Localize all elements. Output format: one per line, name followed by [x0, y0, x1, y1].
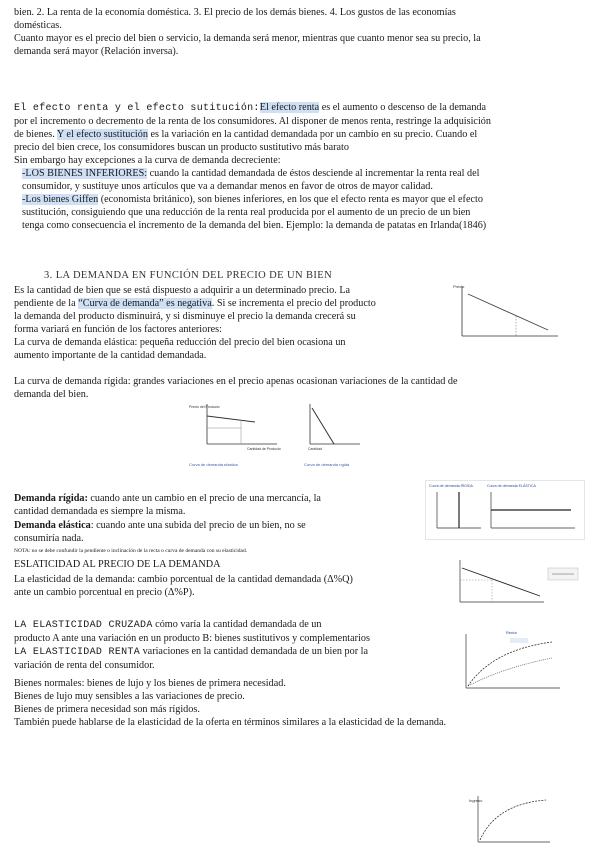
term-cross-elasticity: LA ELASTICIDAD CRUZADA: [14, 620, 153, 631]
text-line: -Los bienes Giffen (economista británico), son bienes inferiores, en los que el efecto renta es mayor que el efecto: [22, 194, 483, 205]
paragraph-elastic-demand: [14, 519, 406, 545]
text-line: ante un cambio porcentual en precio (Δ%P).: [14, 587, 195, 598]
text-line: El efecto renta y el efecto sutitución:El efecto renta es el aumento o descenso de la demanda: [14, 102, 487, 114]
section-heading: 3. LA DEMANDA EN FUNCIÓN DEL PRECIO DE UN BIEN: [44, 270, 333, 281]
text-line: LA ELASTICIDAD CRUZADA cómo varía la cantidad demandada de un: [14, 619, 322, 631]
text-line: tenga como consecuencia el incremento de la demanda del bien. Ejemplo: la demanda de patatas en Irlanda(1846): [22, 220, 487, 231]
elastic-curve-figure: [185, 398, 285, 470]
figure-title: Renta: [506, 630, 517, 635]
rigid-curve-figure: [298, 398, 368, 470]
text-line: forma variará en función de los factores anteriores:: [14, 324, 222, 335]
text-line: demanda será mayor (Relación inversa).: [14, 46, 179, 57]
demand-line: [468, 294, 548, 330]
term-elastic-demand: Demanda elástica: [14, 520, 91, 531]
text-line: cantidad demandada es siempre la misma.: [14, 506, 186, 517]
text-line: LA ELASTICIDAD RENTA variaciones en la cantidad demandada de un bien por la: [14, 646, 369, 658]
footnote: NOTA: no se debe confundir la pendiente o inclinación de la recta o curva de demanda con su elasticidad.: [14, 548, 248, 554]
axis-label: Cantidad de Producto: [247, 447, 281, 451]
text-line: domésticas.: [14, 20, 62, 31]
engel-curve-figure: [452, 628, 564, 694]
paragraph-rigid-demand: [14, 492, 406, 518]
text-line: Bienes normales: bienes de lujo y los bienes de primera necesidad.: [14, 678, 286, 689]
section-heading: ESLATICIDAD AL PRECIO DE LA DEMANDA: [14, 559, 221, 570]
paragraph-demand-curve: [14, 284, 442, 362]
text-line: bien. 2. La renta de la economía doméstica. 3. El precio de los demás bienes. 4. Los gustos de las economías: [14, 7, 456, 18]
figure-caption: Curva de demanda rígida: [304, 462, 350, 467]
figure-title: Curva de demanda RÍGIDA: [429, 484, 473, 488]
figure-caption: Curva de demanda elástica: [189, 462, 238, 467]
figure-title: Curva de demanda ELÁSTICA: [487, 484, 536, 488]
text-line: La elasticidad de la demanda: cambio porcentual de la cantidad demandada (Δ%Q): [14, 574, 353, 585]
term-income-effect: El efecto renta y el efecto sutitución:: [14, 103, 260, 114]
paragraph-income-effect: [14, 101, 588, 232]
text-line: Bienes de lujo muy sensibles a las variaciones de precio.: [14, 691, 245, 702]
axis-label: Precio: [453, 284, 465, 289]
paragraph-determinants: [14, 6, 586, 32]
text-line: También puede hablarse de la elasticidad de la oferta en términos similares a la elasticidad de la demanda.: [14, 717, 447, 728]
demand-line: [312, 408, 334, 444]
necessity-goods-curve: [468, 658, 552, 686]
highlight-giffen-goods: -Los bienes Giffen: [22, 194, 99, 205]
demand-line: [462, 568, 540, 596]
paragraph-cross-elasticity: [14, 618, 434, 672]
highlight-income-effect: El efecto renta: [259, 102, 320, 113]
axis-label: Precio del Producto: [189, 405, 220, 409]
text-line: Demanda rígida: cuando ante un cambio en el precio de una mercancía, la: [14, 493, 321, 504]
text-line: Bienes de primera necesidad son más rígidos.: [14, 704, 200, 715]
text-line: consumiría nada.: [14, 533, 84, 544]
demand-line: [207, 416, 255, 422]
highlight-negative-slope: “Curva de demanda” es negativa: [78, 298, 212, 309]
text-line: -LOS BIENES INFERIORES: cuando la cantidad demandada de éstos desciende al incrementar la renta real del: [22, 168, 480, 179]
text-line: La curva de demanda elástica: pequeña reducción del precio del bien ocasiona un: [14, 337, 346, 348]
supply-figure: [466, 790, 556, 846]
paragraph-inverse-relation: [14, 32, 586, 58]
rigid-elastic-figure: [425, 480, 585, 540]
normal-goods-curve: [468, 642, 552, 686]
text-line: la demanda del producto disminuirá, y si disminuye el precio la demanda crecerá su: [14, 311, 356, 322]
term-income-elasticity: LA ELASTICIDAD RENTA: [14, 647, 141, 658]
curve: [480, 800, 546, 840]
text-line: precio del bien crece, los consumidores buscan un producto sustitutivo más barato: [14, 142, 349, 153]
text-line: sustitución, consiguiendo que una reducción de la renta real producida por el aumento de un precio de un bien: [22, 207, 471, 218]
legend-box: [510, 638, 528, 643]
highlight-substitution-effect: Y el efecto sustitución: [56, 129, 148, 140]
paragraph-price-elasticity: [14, 573, 424, 599]
text-line: Sin embargo hay excepciones a la curva de demanda decreciente:: [14, 155, 281, 166]
demand-curve-figure: [450, 280, 562, 344]
text-line: pendiente de la “Curva de demanda” es negativa. Si se incrementa el precio del producto: [14, 298, 376, 309]
axis-label: Cantidad: [308, 447, 323, 451]
axis-label: Ingreso: [469, 798, 483, 803]
elasticity-figure: [452, 556, 580, 608]
text-line: Es la cantidad de bien que se está dispuesto a adquirir a un determinado precio. La: [14, 285, 351, 296]
text-line: de bienes. Y el efecto sustitución es la variación en la cantidad demandada por un cambio en su precio. Cuando el: [14, 129, 478, 140]
highlight-inferior-goods: -LOS BIENES INFERIORES:: [22, 168, 148, 179]
text-line: por el incremento o decremento de la renta de los consumidores. Al disponer de menos renta, restringe la adquisición: [14, 116, 491, 127]
text-line: Cuanto mayor es el precio del bien o servicio, la demanda será menor, mientras que cuanto menor sea su precio, la: [14, 33, 481, 44]
text-line: La curva de demanda rígida: grandes variaciones en el precio apenas ocasionan variaciones de la cantidad de: [14, 376, 458, 387]
text-line: consumidor, y sustituye unos artículos que va a demandar menos en favor de otros de mayor calidad.: [22, 181, 433, 192]
text-line: producto A ante una variación en un producto B: bienes sustitutivos y complementarios: [14, 633, 370, 644]
text-line: demanda del bien.: [14, 389, 89, 400]
term-rigid-demand: Demanda rígida:: [14, 493, 88, 504]
text-line: aumento importante de la cantidad demandada.: [14, 350, 207, 361]
text-line: Demanda elástica: cuando ante una subida del precio de un bien, no se: [14, 520, 306, 531]
text-line: variación de renta del consumidor.: [14, 660, 155, 671]
